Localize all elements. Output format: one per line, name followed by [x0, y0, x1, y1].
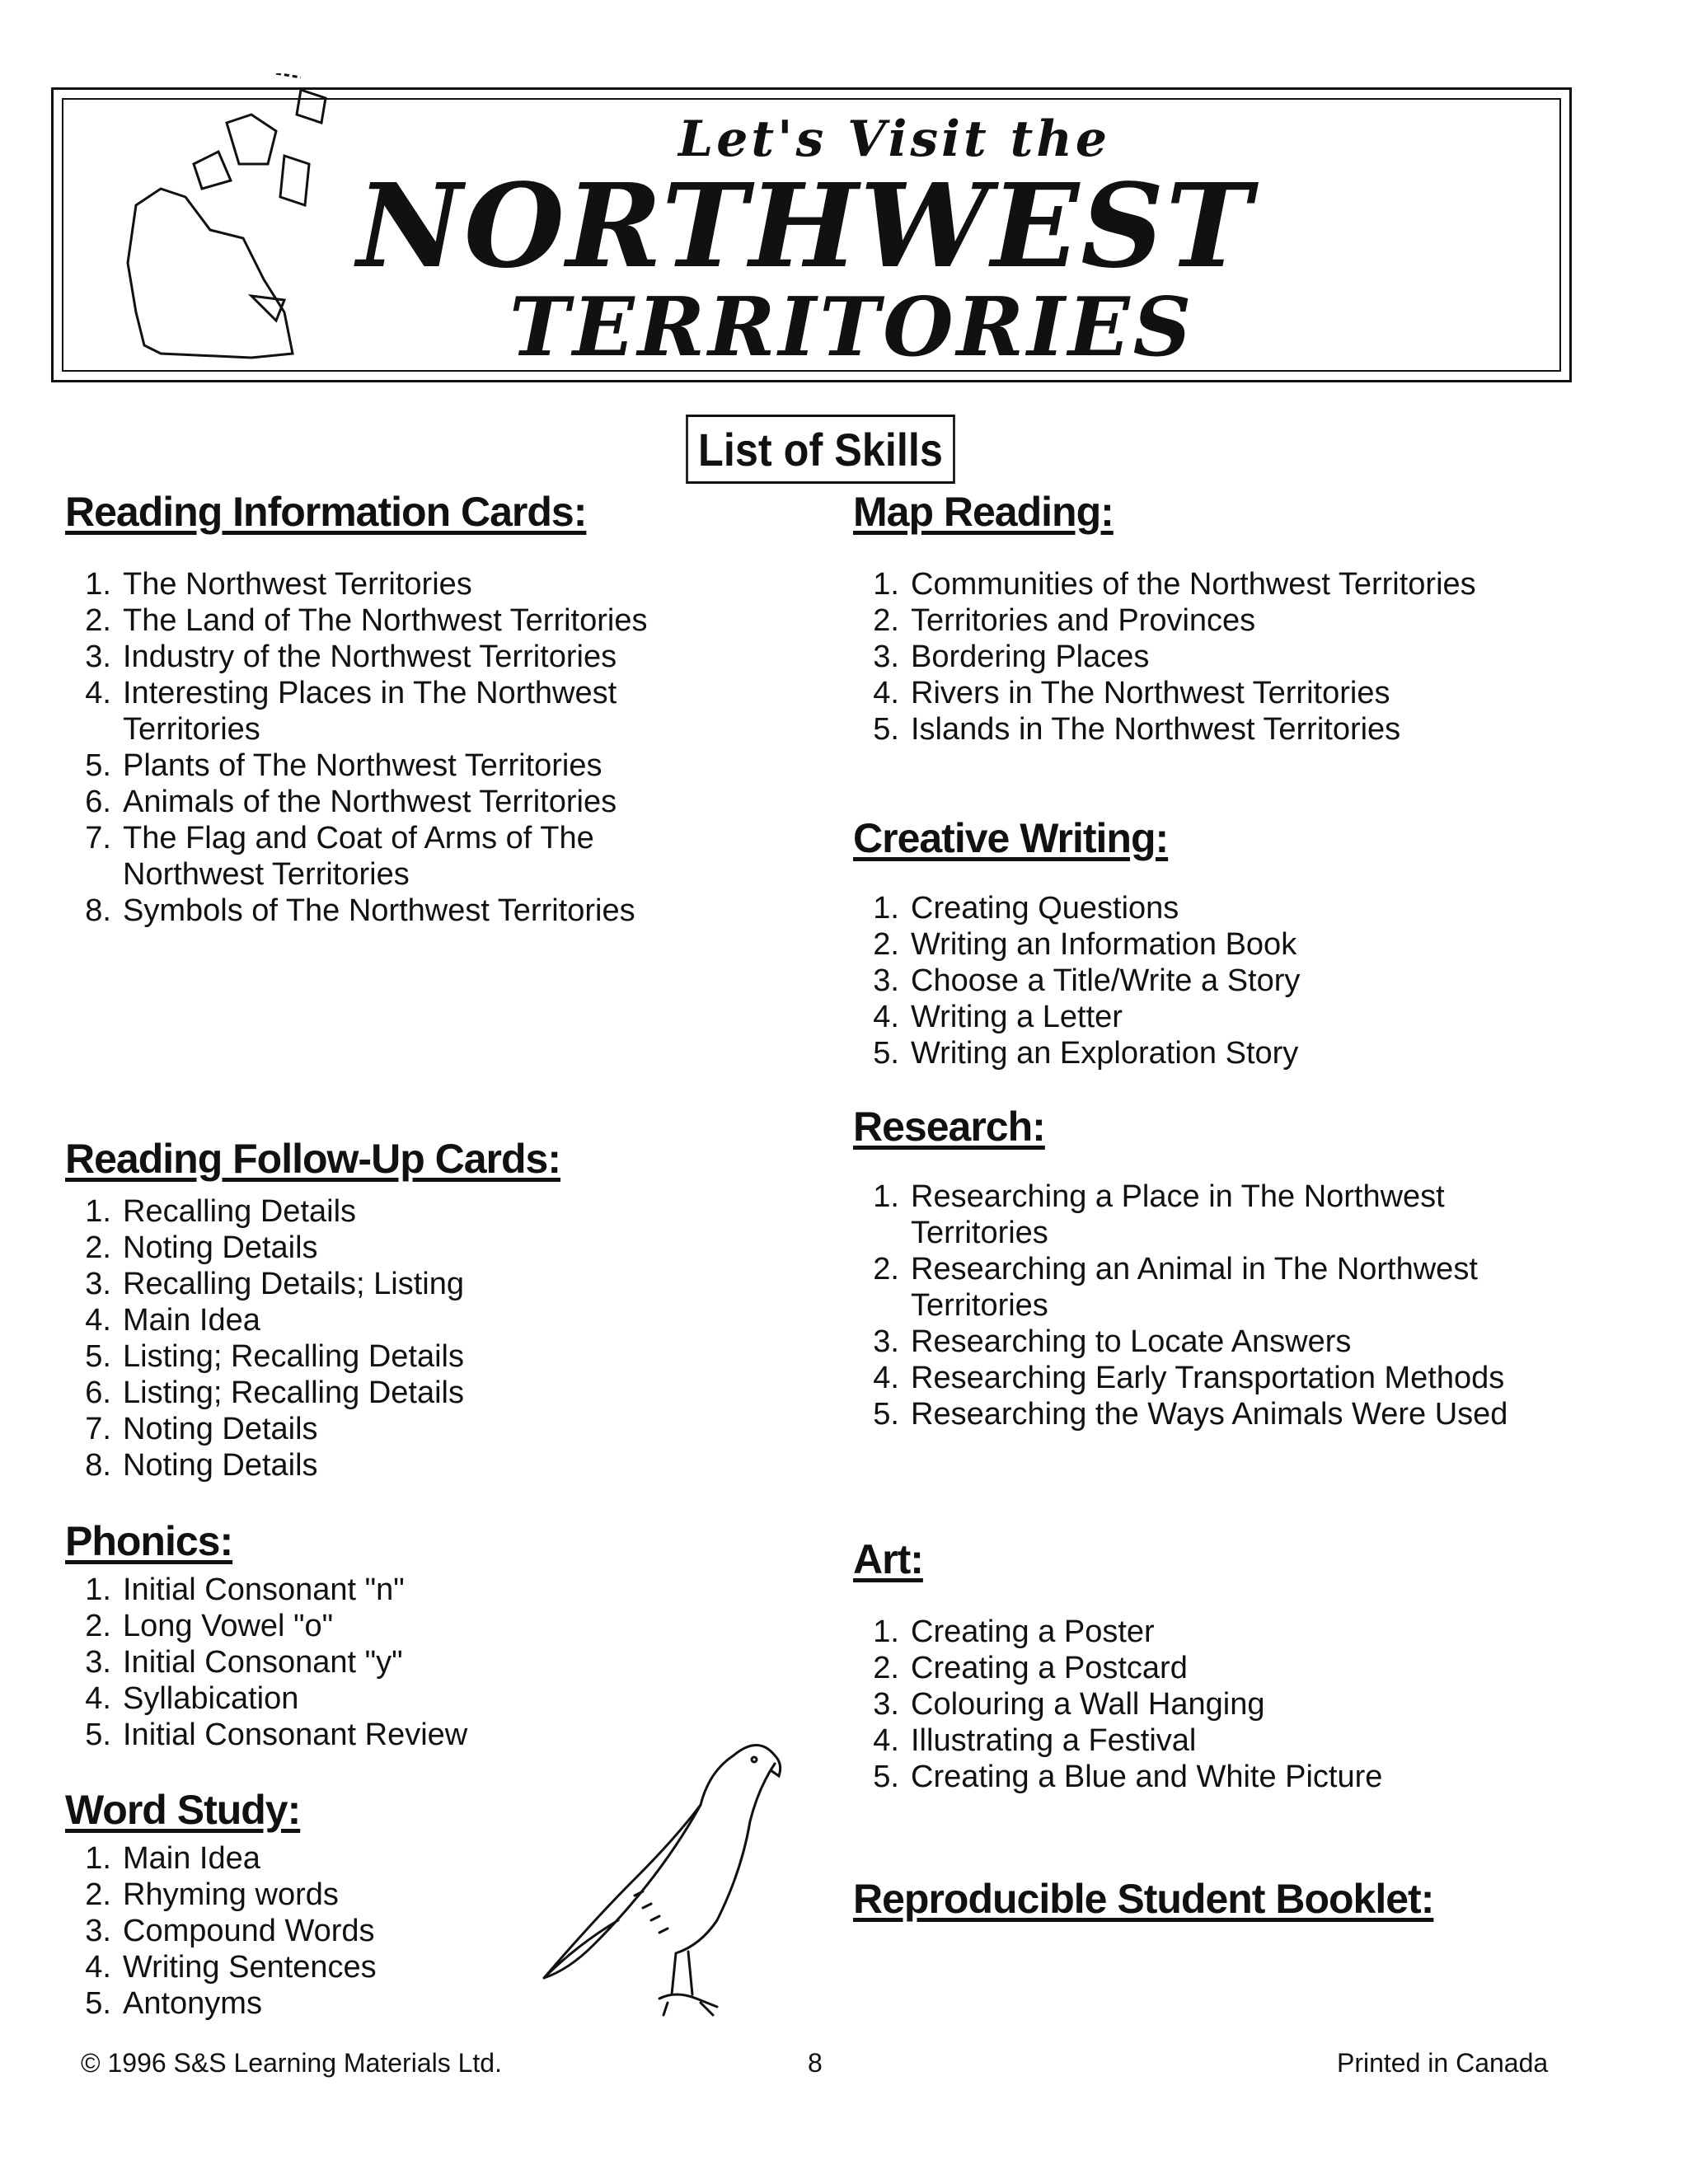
item-number: 2.: [873, 1651, 899, 1685]
list-item: [65, 893, 659, 929]
item-label: Initial Consonant "y": [123, 1645, 403, 1680]
section-research: [853, 1102, 1508, 1432]
list-item: [65, 1302, 659, 1338]
item-label: Initial Consonant Review: [123, 1718, 468, 1752]
list-item: [65, 602, 659, 639]
item-label: Rivers in The Northwest Territories: [911, 676, 1390, 710]
item-label: Syllabication: [123, 1681, 299, 1716]
item-number: 1.: [873, 567, 899, 602]
list-item: [853, 639, 1512, 675]
list-item: [853, 1179, 1512, 1251]
item-number: 4.: [873, 1000, 899, 1034]
item-number: 2.: [85, 1230, 111, 1265]
list-item: [65, 1411, 659, 1447]
list-item: [853, 1686, 1512, 1722]
item-number: 1.: [873, 1615, 899, 1649]
item-number: 5.: [873, 1760, 899, 1794]
item-number: 5.: [85, 1718, 111, 1752]
item-number: 1.: [85, 1841, 111, 1876]
item-label: Noting Details: [123, 1448, 318, 1483]
title-line-2: NORTHWEST: [357, 159, 1254, 294]
section-heading: Phonics:: [65, 1518, 233, 1564]
item-number: 3.: [873, 963, 899, 998]
item-label: Industry of the Northwest Territories: [123, 640, 617, 674]
item-label: Initial Consonant "n": [123, 1572, 405, 1607]
list-of-skills-title: List of Skills: [686, 415, 955, 484]
list-item: [853, 1650, 1512, 1686]
item-label: The Flag and Coat of Arms of The Northwest Territories: [123, 821, 594, 892]
item-label: Researching Early Transportation Methods: [911, 1361, 1505, 1395]
falcon-illustration: [511, 1731, 791, 2036]
list-item: [853, 963, 1512, 999]
item-number: 2.: [85, 603, 111, 638]
page-number: 8: [808, 2048, 823, 2078]
list-item: [853, 566, 1512, 602]
item-label: Listing; Recalling Details: [123, 1376, 464, 1410]
list-item: [65, 1608, 659, 1644]
title-banner: [51, 87, 1572, 382]
section-word-study: [65, 1785, 377, 2021]
item-number: 2.: [85, 1609, 111, 1643]
list-item: [65, 1680, 659, 1717]
item-number: 3.: [85, 1645, 111, 1680]
item-label: Recalling Details; Listing: [123, 1267, 464, 1301]
item-number: 3.: [85, 1267, 111, 1301]
item-label: Writing an Exploration Story: [911, 1036, 1299, 1071]
list-item: [65, 1447, 659, 1483]
item-number: 6.: [85, 785, 111, 819]
item-number: 3.: [873, 1324, 899, 1359]
section-heading: Research:: [853, 1104, 1045, 1150]
item-label: Creating Questions: [911, 891, 1179, 926]
item-label: Islands in The Northwest Territories: [911, 712, 1401, 747]
item-label: Territories and Provinces: [911, 603, 1256, 638]
item-number: 4.: [85, 676, 111, 710]
item-number: 4.: [85, 1303, 111, 1338]
item-number: 3.: [85, 640, 111, 674]
printed-in-text: Printed in Canada: [1337, 2048, 1549, 2078]
list-item: [853, 1759, 1512, 1795]
item-number: 5.: [85, 1986, 111, 2021]
item-number: 5.: [85, 1339, 111, 1374]
item-number: 2.: [873, 927, 899, 962]
item-label: Listing; Recalling Details: [123, 1339, 464, 1374]
item-label: The Land of The Northwest Territories: [123, 603, 648, 638]
item-label: Noting Details: [123, 1230, 318, 1265]
item-label: Creating a Postcard: [911, 1651, 1188, 1685]
item-label: Researching an Animal in The Northwest Territories: [911, 1252, 1478, 1323]
list-item: [853, 926, 1512, 963]
item-number: 1.: [85, 567, 111, 602]
item-label: Bordering Places: [911, 640, 1150, 674]
item-label: Main Idea: [123, 1303, 260, 1338]
list-item: [853, 1614, 1512, 1650]
list-item: [853, 602, 1512, 639]
item-number: 3.: [873, 640, 899, 674]
list-item: [65, 1230, 659, 1266]
item-label: Long Vowel "o": [123, 1609, 334, 1643]
item-number: 8.: [85, 893, 111, 928]
list-item: [65, 1266, 659, 1302]
item-label: Writing a Letter: [911, 1000, 1123, 1034]
item-label: Animals of the Northwest Territories: [123, 785, 617, 819]
item-number: 1.: [873, 1179, 899, 1214]
item-number: 4.: [873, 1723, 899, 1758]
item-number: 5.: [85, 748, 111, 783]
item-label: Noting Details: [123, 1412, 318, 1446]
item-label: Compound Words: [123, 1914, 375, 1948]
list-item: [65, 1644, 659, 1680]
item-label: Creating a Blue and White Picture: [911, 1760, 1383, 1794]
list-item: [65, 820, 659, 893]
section-heading: Art:: [853, 1536, 923, 1582]
item-label: Illustrating a Festival: [911, 1723, 1197, 1758]
copyright-text: © 1996 S&S Learning Materials Ltd.: [81, 2048, 502, 2078]
list-item: [853, 1360, 1512, 1396]
item-number: 2.: [873, 1252, 899, 1286]
item-number: 1.: [873, 891, 899, 926]
item-label: Researching the Ways Animals Were Used: [911, 1397, 1508, 1432]
list-item: [65, 639, 659, 675]
item-number: 1.: [85, 1572, 111, 1607]
section-heading: Reading Follow-Up Cards:: [65, 1136, 560, 1182]
item-number: 7.: [85, 821, 111, 855]
item-label: Communities of the Northwest Territories: [911, 567, 1476, 602]
item-number: 5.: [873, 1397, 899, 1432]
list-item: [65, 1375, 659, 1411]
item-label: Researching a Place in The Northwest Territories: [911, 1179, 1445, 1250]
section-heading: Creative Writing:: [853, 815, 1169, 861]
section-creative-writing: [853, 813, 1301, 1071]
item-number: 3.: [873, 1687, 899, 1722]
list-item: [853, 675, 1512, 711]
list-item: [65, 566, 659, 602]
section-heading: Reproducible Student Booklet:: [853, 1876, 1434, 1922]
title-line-3: TERRITORIES: [509, 280, 1195, 375]
list-item: [65, 1572, 659, 1608]
list-item: [65, 784, 659, 820]
list-item: [853, 1035, 1512, 1071]
section-map-reading: [853, 487, 1476, 747]
item-number: 7.: [85, 1412, 111, 1446]
item-number: 5.: [873, 712, 899, 747]
list-item: [65, 675, 659, 748]
section-heading: Word Study:: [65, 1787, 301, 1833]
section-phonics: [65, 1516, 468, 1752]
section-reading-information-cards: [65, 487, 648, 928]
item-number: 1.: [85, 1194, 111, 1229]
item-number: 4.: [873, 1361, 899, 1395]
item-label: Recalling Details: [123, 1194, 357, 1229]
item-number: 4.: [873, 676, 899, 710]
section-reproducible-student-booklet: [853, 1874, 1433, 1924]
item-label: Interesting Places in The Northwest Territories: [123, 676, 617, 747]
item-label: The Northwest Territories: [123, 567, 472, 602]
item-label: Rhyming words: [123, 1877, 339, 1912]
section-art: [853, 1535, 1383, 1794]
section-heading: Map Reading:: [853, 489, 1114, 535]
territory-map-icon: [87, 73, 383, 370]
item-number: 3.: [85, 1914, 111, 1948]
item-label: Main Idea: [123, 1841, 260, 1876]
item-label: Choose a Title/Write a Story: [911, 963, 1301, 998]
item-number: 2.: [873, 603, 899, 638]
list-item: [853, 711, 1512, 748]
list-item: [853, 890, 1512, 926]
section-heading: Reading Information Cards:: [65, 489, 587, 535]
title-line-1: Let's Visit the: [678, 110, 1111, 168]
item-number: 4.: [85, 1950, 111, 1985]
item-number: 8.: [85, 1448, 111, 1483]
list-item: [853, 1722, 1512, 1759]
list-item: [65, 1338, 659, 1375]
item-label: Writing Sentences: [123, 1950, 377, 1985]
list-item: [65, 748, 659, 784]
item-label: Researching to Locate Answers: [911, 1324, 1352, 1359]
list-item: [853, 999, 1512, 1035]
list-item: [853, 1251, 1512, 1324]
item-number: 4.: [85, 1681, 111, 1716]
item-number: 6.: [85, 1376, 111, 1410]
list-item: [65, 1193, 659, 1230]
item-number: 2.: [85, 1877, 111, 1912]
list-item: [853, 1324, 1512, 1360]
item-number: 5.: [873, 1036, 899, 1071]
section-reading-follow-up-cards: [65, 1134, 560, 1483]
item-label: Antonyms: [123, 1986, 262, 2021]
list-item: [853, 1396, 1512, 1432]
item-label: Plants of The Northwest Territories: [123, 748, 603, 783]
item-label: Colouring a Wall Hanging: [911, 1687, 1265, 1722]
item-label: Symbols of The Northwest Territories: [123, 893, 635, 928]
item-label: Creating a Poster: [911, 1615, 1155, 1649]
item-label: Writing an Information Book: [911, 927, 1297, 962]
